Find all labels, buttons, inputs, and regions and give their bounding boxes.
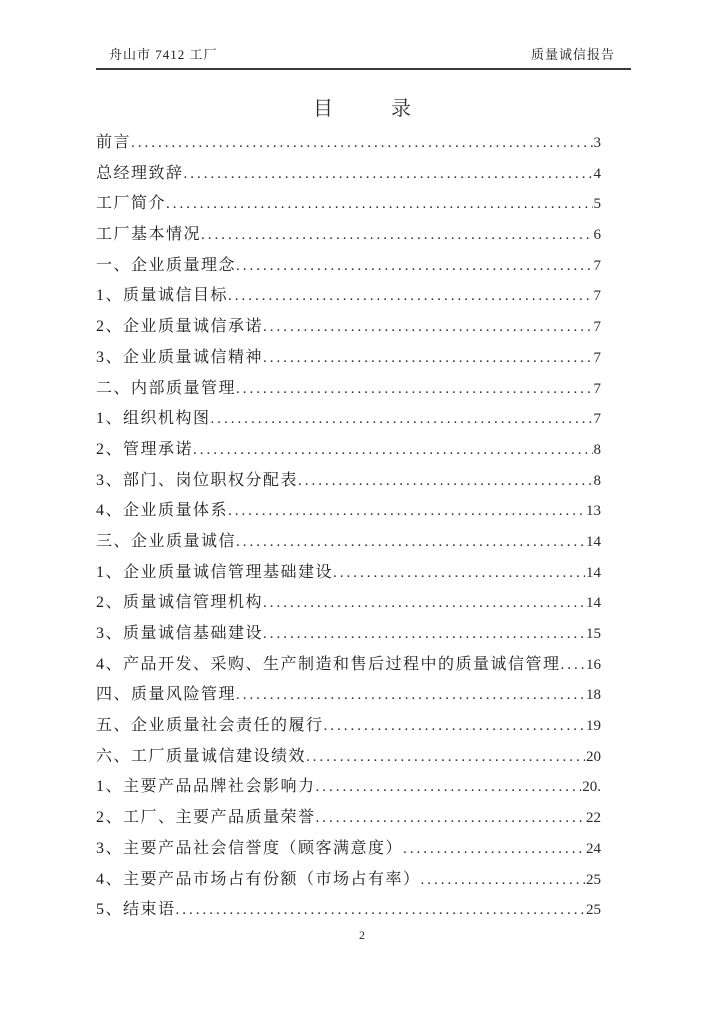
toc-entry[interactable] — [96, 711, 601, 742]
toc-entry-label: 一、企业质量理念 — [96, 256, 237, 274]
toc-entry[interactable] — [96, 435, 601, 466]
toc-entry-label: 2、质量诚信管理机构 — [96, 594, 264, 612]
toc-dots-leader — [316, 803, 585, 834]
toc-entry-label: 三、企业质量诚信 — [96, 532, 237, 550]
toc-entry[interactable] — [96, 772, 601, 803]
page-header — [96, 44, 631, 70]
toc-entry-page: 3 — [593, 135, 601, 151]
toc-entry-page: 13 — [586, 503, 601, 520]
toc-entry-label: 2、企业质量诚信承诺 — [96, 318, 264, 336]
toc-entry-label: 工厂基本情况 — [96, 226, 202, 244]
toc-entry-label: 前言 — [96, 134, 132, 151]
toc-entry-page: 8 — [593, 441, 601, 458]
toc-dots-leader — [236, 680, 585, 711]
toc-entry-page: 6 — [593, 227, 601, 244]
toc-entry[interactable] — [96, 281, 601, 312]
toc-dots-leader — [131, 128, 592, 159]
header-company-name: 舟山市 7412 工厂 — [109, 47, 218, 62]
toc-entry-page: 20. — [582, 779, 601, 796]
toc-entry[interactable] — [96, 220, 601, 251]
toc-entry[interactable] — [96, 374, 601, 405]
toc-entry[interactable] — [96, 404, 601, 435]
toc-dots-leader — [201, 220, 592, 251]
toc-entry-page: 14 — [586, 564, 601, 581]
toc-entry[interactable] — [96, 803, 601, 834]
toc-dots-leader — [236, 374, 592, 405]
toc-dots-leader — [298, 466, 592, 497]
toc-entry[interactable] — [96, 742, 601, 773]
toc-entry[interactable] — [96, 343, 601, 374]
toc-entry-page: 4 — [593, 165, 601, 182]
toc-dots-leader — [166, 189, 592, 220]
toc-title — [0, 92, 724, 121]
toc-entry-label: 四、质量风险管理 — [96, 686, 237, 704]
toc-entry-label: 3、企业质量诚信精神 — [96, 348, 264, 366]
toc-dots-leader — [228, 281, 592, 312]
toc-entry-page: 22 — [586, 810, 601, 827]
toc-entry-page: 7 — [593, 288, 601, 305]
toc-entry[interactable] — [96, 619, 601, 650]
toc-entry[interactable] — [96, 312, 601, 343]
toc-dots-leader — [236, 251, 592, 282]
toc-entry-label: 3、主要产品社会信誉度（顾客满意度） — [96, 839, 404, 857]
toc-entry[interactable] — [96, 496, 601, 527]
toc-dots-leader — [176, 895, 585, 926]
toc-entry[interactable] — [96, 466, 601, 497]
toc-entry-label: 3、质量诚信基础建设 — [96, 625, 264, 642]
footer-page-number: 2 — [359, 928, 365, 942]
toc-entry[interactable] — [96, 650, 601, 681]
toc-entry-page: 15 — [586, 626, 601, 642]
toc-entry-label: 2、管理承诺 — [96, 440, 194, 458]
toc-entry-page: 7 — [593, 319, 601, 336]
toc-entry-page: 24 — [586, 840, 601, 857]
toc-entry[interactable] — [96, 834, 601, 865]
toc-entry[interactable] — [96, 558, 601, 589]
toc-dots-leader — [228, 496, 585, 527]
toc-entry-label: 1、企业质量诚信管理基础建设 — [96, 563, 334, 581]
toc-entry-page: 14 — [586, 595, 601, 612]
toc-dots-leader — [403, 834, 585, 865]
toc-entry-page: 16 — [586, 656, 601, 673]
toc-dots-leader — [263, 619, 585, 650]
toc-entry-label: 4、企业质量体系 — [96, 502, 229, 520]
toc-entry-page: 8 — [593, 472, 601, 489]
toc-entry[interactable] — [96, 680, 601, 711]
toc-dots-leader — [333, 558, 585, 589]
toc-entry-label: 3、部门、岗位职权分配表 — [96, 471, 299, 489]
toc-dots-leader — [263, 343, 592, 374]
toc-entry[interactable] — [96, 159, 601, 190]
toc-entry[interactable] — [96, 189, 601, 220]
toc-entry-label: 1、组织机构图 — [96, 410, 211, 428]
toc-dots-leader — [184, 159, 593, 190]
toc-dots-leader — [324, 711, 585, 742]
toc-entry-label: 2、工厂、主要产品质量荣誉 — [96, 809, 316, 827]
toc-dots-leader — [421, 865, 585, 896]
toc-entry-label: 五、企业质量社会责任的履行 — [96, 717, 324, 735]
toc-entry-page: 20 — [586, 748, 601, 765]
toc-entry-label: 4、产品开发、采购、生产制造和售后过程中的质量诚信管理 — [96, 655, 561, 673]
toc-list — [96, 128, 601, 926]
toc-entry-label: 六、工厂质量诚信建设绩效 — [96, 747, 307, 765]
toc-entry-label: 5、结束语 — [96, 901, 176, 919]
toc-entry-page: 18 — [586, 687, 601, 704]
toc-dots-leader — [306, 742, 585, 773]
toc-entry-label: 工厂简介 — [96, 195, 167, 213]
toc-dots-leader — [263, 312, 592, 343]
toc-entry-page: 25 — [586, 902, 601, 919]
toc-entry-label: 二、内部质量管理 — [96, 379, 237, 397]
toc-entry[interactable] — [96, 251, 601, 282]
toc-entry-label: 1、质量诚信目标 — [96, 287, 229, 305]
toc-entry-page: 7 — [593, 349, 601, 366]
toc-entry-page: 5 — [593, 196, 601, 213]
toc-entry-label: 4、主要产品市场占有份额（市场占有率） — [96, 870, 421, 888]
toc-entry-page: 7 — [593, 411, 601, 428]
toc-entry-page: 25 — [586, 871, 601, 888]
toc-entry-label: 1、主要产品品牌社会影响力 — [96, 778, 316, 796]
page-footer — [0, 928, 724, 943]
toc-entry[interactable] — [96, 128, 601, 159]
toc-dots-leader — [316, 772, 582, 803]
toc-dots-leader — [263, 588, 585, 619]
toc-dots-leader — [561, 650, 585, 681]
toc-entry[interactable] — [96, 865, 601, 896]
toc-dots-leader — [236, 527, 585, 558]
toc-dots-leader — [193, 435, 592, 466]
toc-title-char-1: 目 — [313, 98, 333, 120]
header-report-title: 质量诚信报告 — [530, 47, 615, 62]
toc-entry-page: 7 — [593, 380, 601, 397]
toc-entry-page: 19 — [586, 718, 601, 735]
toc-entry-label: 总经理致辞 — [96, 164, 184, 182]
toc-entry[interactable] — [96, 588, 601, 619]
toc-entry-page: 14 — [586, 533, 601, 550]
toc-entry-page: 7 — [593, 257, 601, 274]
toc-title-char-2: 录 — [391, 98, 411, 120]
toc-entry[interactable] — [96, 895, 601, 926]
toc-entry[interactable] — [96, 527, 601, 558]
toc-dots-leader — [211, 404, 593, 435]
